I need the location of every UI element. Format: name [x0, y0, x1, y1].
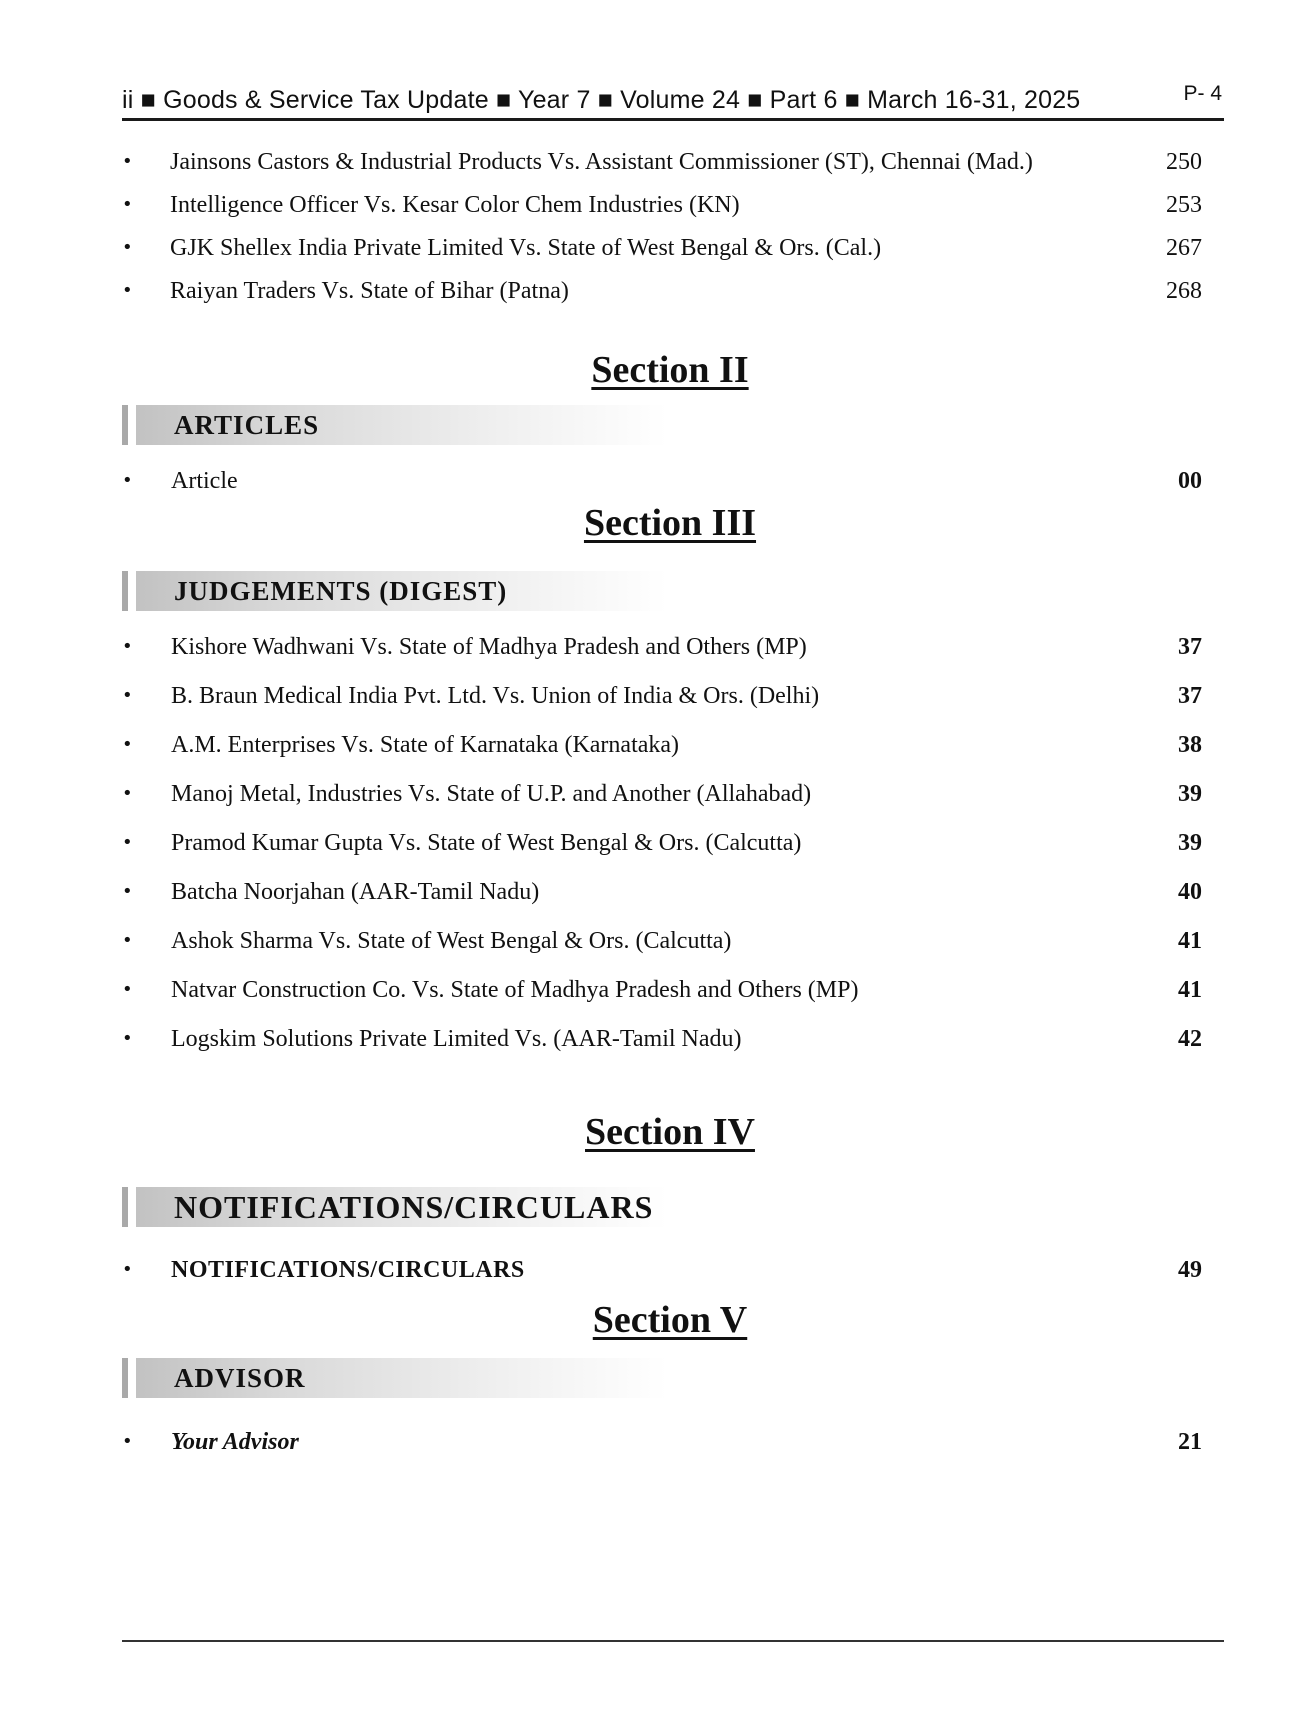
- footer-rule: [122, 1640, 1224, 1642]
- page-number: 253: [1166, 192, 1202, 218]
- page-number: 39: [1178, 830, 1202, 856]
- list-item: [122, 973, 1202, 1009]
- case-title: Raiyan Traders Vs. State of Bihar (Patna): [170, 278, 569, 304]
- section-heading: Section II: [591, 349, 749, 391]
- category-banner: [122, 1358, 667, 1398]
- case-title: Pramod Kumar Gupta Vs. State of West Bengal & Ors. (Calcutta): [171, 830, 802, 856]
- page-number: 250: [1166, 149, 1202, 175]
- list-item: [122, 274, 1202, 310]
- bullet-icon: •: [122, 636, 133, 657]
- page-number: 39: [1178, 781, 1202, 807]
- page-number: 37: [1178, 683, 1202, 709]
- case-title: Manoj Metal, Industries Vs. State of U.P. and Another (Allahabad): [171, 781, 812, 807]
- running-title: ii ■ Goods & Service Tax Update ■ Year 7 ■ Volume 24 ■ Part 6 ■ March 16-31, 2025: [122, 86, 1081, 114]
- list-item: [122, 1022, 1202, 1058]
- banner-label: JUDGEMENTS (DIGEST): [174, 576, 508, 606]
- bullet-icon: •: [122, 930, 133, 951]
- list-item: [122, 145, 1202, 181]
- bullet-icon: •: [122, 194, 133, 215]
- list-item: [122, 924, 1202, 960]
- bullet-icon: •: [122, 1259, 133, 1280]
- bullet-icon: •: [122, 1028, 133, 1049]
- category-banner: [122, 405, 667, 445]
- banner-label: NOTIFICATIONS/CIRCULARS: [174, 1189, 654, 1225]
- list-item: [122, 188, 1202, 224]
- list-item: [122, 875, 1202, 911]
- page-number: 37: [1178, 634, 1202, 660]
- page-number: 49: [1178, 1257, 1202, 1283]
- case-title: Kishore Wadhwani Vs. State of Madhya Pradesh and Others (MP): [171, 634, 807, 660]
- case-title: Ashok Sharma Vs. State of West Bengal & Ors. (Calcutta): [171, 928, 732, 954]
- page-number: 40: [1178, 879, 1202, 905]
- case-title: Jainsons Castors & Industrial Products Vs. Assistant Commissioner (ST), Chennai (Mad.): [170, 149, 1033, 175]
- bullet-icon: •: [122, 280, 133, 301]
- list-item: [122, 728, 1202, 764]
- category-banner: [122, 571, 667, 611]
- bullet-icon: •: [122, 685, 133, 706]
- case-title: GJK Shellex India Private Limited Vs. State of West Bengal & Ors. (Cal.): [170, 235, 882, 261]
- category-banner: [122, 1187, 667, 1227]
- bullet-icon: •: [122, 470, 133, 491]
- page-number: 42: [1178, 1026, 1202, 1052]
- advisor-title: Your Advisor: [171, 1429, 299, 1455]
- list-item: [122, 630, 1202, 666]
- list-item: [122, 1253, 1202, 1289]
- page-number: 00: [1178, 468, 1202, 494]
- case-title: Natvar Construction Co. Vs. State of Madhya Pradesh and Others (MP): [171, 977, 859, 1003]
- case-title: Batcha Noorjahan (AAR-Tamil Nadu): [171, 879, 540, 905]
- page-number: 38: [1178, 732, 1202, 758]
- notification-title: NOTIFICATIONS/CIRCULARS: [171, 1257, 525, 1283]
- case-title: Logskim Solutions Private Limited Vs. (AAR-Tamil Nadu): [171, 1026, 742, 1052]
- banner-label: ARTICLES: [174, 410, 320, 440]
- section-heading: Section III: [583, 502, 757, 544]
- article-title: Article: [171, 468, 238, 494]
- bullet-icon: •: [122, 237, 133, 258]
- page-number: 41: [1178, 928, 1202, 954]
- page-number: 267: [1166, 235, 1202, 261]
- page-label: P- 4: [1183, 82, 1222, 105]
- running-header: [122, 82, 1224, 121]
- bullet-icon: •: [122, 979, 133, 1000]
- banner-label: ADVISOR: [174, 1363, 306, 1393]
- list-item: [122, 1425, 1202, 1461]
- case-title: Intelligence Officer Vs. Kesar Color Chem Industries (KN): [170, 192, 740, 218]
- case-title: A.M. Enterprises Vs. State of Karnataka (Karnataka): [171, 732, 680, 758]
- bullet-icon: •: [122, 832, 133, 853]
- page-number: 21: [1178, 1429, 1202, 1455]
- section-heading: Section V: [592, 1299, 748, 1341]
- list-item: [122, 826, 1202, 862]
- list-item: [122, 464, 1202, 500]
- bullet-icon: •: [122, 734, 133, 755]
- bullet-icon: •: [122, 151, 133, 172]
- list-item: [122, 231, 1202, 267]
- page-number: 268: [1166, 278, 1202, 304]
- bullet-icon: •: [122, 783, 133, 804]
- list-item: [122, 679, 1202, 715]
- bullet-icon: •: [122, 881, 133, 902]
- bullet-icon: •: [122, 1431, 133, 1452]
- case-title: B. Braun Medical India Pvt. Ltd. Vs. Union of India & Ors. (Delhi): [171, 683, 820, 709]
- section-heading: Section IV: [585, 1111, 755, 1153]
- page-number: 41: [1178, 977, 1202, 1003]
- list-item: [122, 777, 1202, 813]
